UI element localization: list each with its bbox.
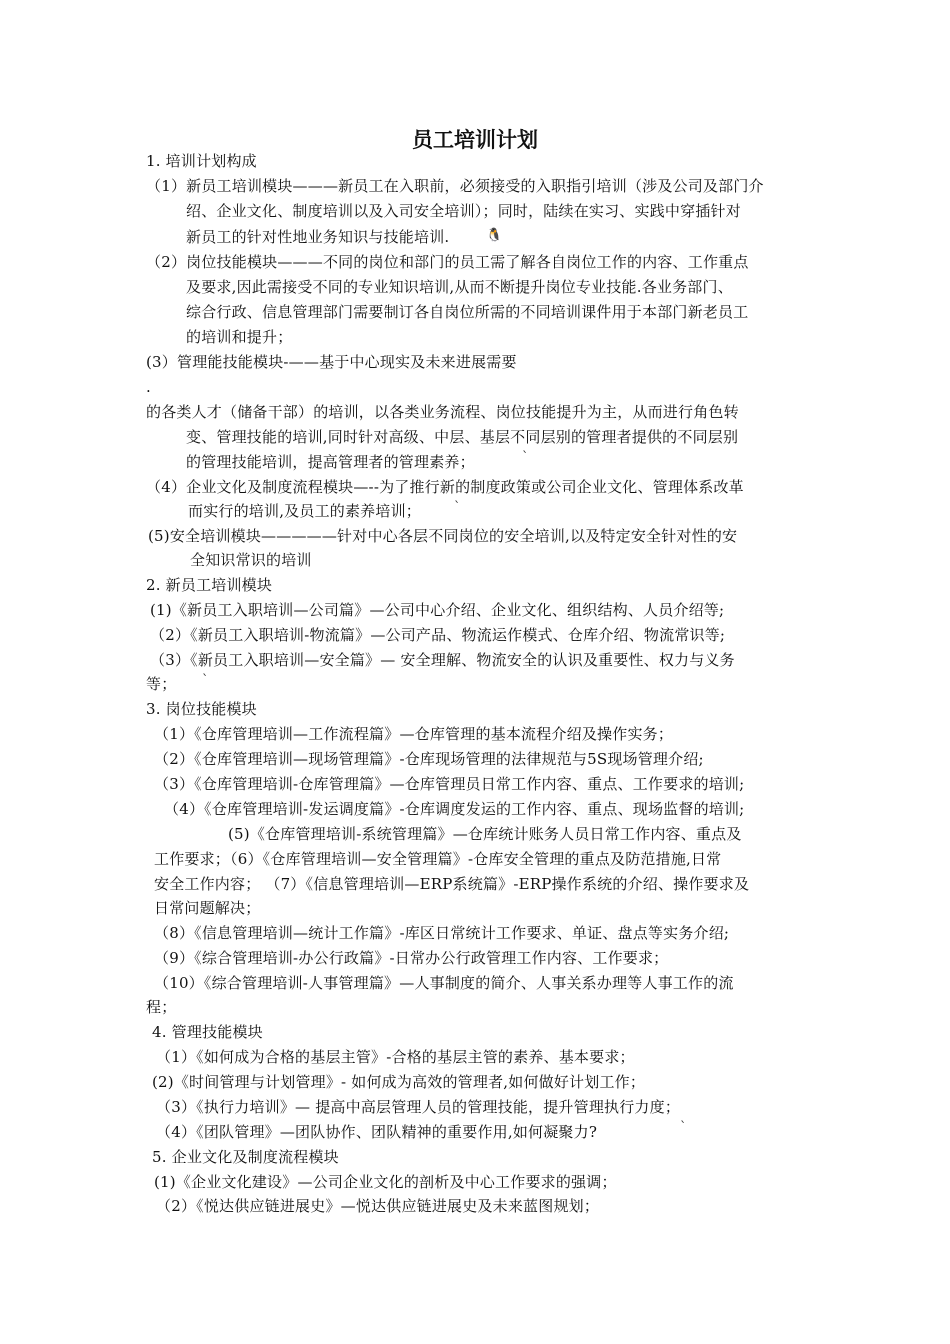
- s3-line10: （9）《综合管理培训-办公行政篇》-日常办公行政管理工作内容、工作要求；: [154, 949, 669, 967]
- s4-line4: （4）《团队管理》—团队协作、团队精神的重要作用,如何凝聚力?: [156, 1123, 598, 1141]
- s5-line2: （2）《悦达供应链进展史》—悦达供应链进展史及未来蓝图规划；: [156, 1197, 600, 1215]
- s2-line1: (1)《新员工入职培训—公司篇》—公司中心介绍、企业文化、组织结构、人员介绍等;: [150, 601, 725, 619]
- s1-p3-line4: 的管理技能培训，提高管理者的管理素养；: [186, 453, 475, 471]
- s1-p1-line3: 新员工的针对性地业务知识与技能培训.: [186, 228, 450, 246]
- s3-line12: 程；: [146, 998, 177, 1016]
- s3-line5: (5)《仓库管理培训-系统管理篇》—仓库统计账务人员日常工作内容、重点及: [228, 825, 742, 843]
- s3-line6: 工作要求；（6）《仓库管理培训—安全管理篇》-仓库安全管理的重点及防范措施,日常: [154, 850, 722, 868]
- s3-line9: （8）《信息管理培训—统计工作篇》-库区日常统计工作要求、单证、盘点等实务介绍;: [154, 924, 730, 942]
- s1-p3-dot: .: [146, 378, 151, 396]
- s1-p2-line1: （2）岗位技能模块———不同的岗位和部门的员工需了解各自岗位工作的内容、工作重点: [146, 253, 749, 271]
- s1-p1-line1: （1）新员工培训模块———新员工在入职前，必须接受的入职指引培训（涉及公司及部门介: [146, 177, 764, 195]
- s3-line3: （3）《仓库管理培训-仓库管理篇》—仓库管理员日常工作内容、重点、工作要求的培训;: [154, 775, 745, 793]
- s1-p4-line2: 而实行的培训,及员工的素养培训；: [188, 502, 421, 520]
- s3-line8: 日常问题解决；: [154, 899, 261, 917]
- section-2-heading: 2. 新员工培训模块: [146, 576, 273, 594]
- s3-line2: （2）《仓库管理培训—现场管理篇》-仓库现场管理的法律规范与5S现场管理介绍;: [154, 750, 704, 768]
- section-4-heading: 4. 管理技能模块: [152, 1023, 263, 1041]
- s4-line2: (2)《时间管理与计划管理》- 如何成为高效的管理者,如何做好计划工作；: [152, 1073, 646, 1091]
- s1-p3-line1: (3）管理能技能模块-——基于中心现实及未来进展需要: [146, 353, 517, 371]
- s1-p3-line2: 的各类人才（储备干部）的培训，以各类业务流程、岗位技能提升为主，从而进行角色转: [146, 403, 739, 421]
- stray-mark: ˋ: [454, 500, 461, 515]
- s3-line1: （1）《仓库管理培训—工作流程篇》—仓库管理的基本流程介绍及操作实务；: [154, 725, 674, 743]
- section-1-heading: 1. 培训计划构成: [146, 152, 257, 170]
- s1-p5-line1: (5)安全培训模块—————针对中心各层不同岗位的安全培训,以及特定安全针对性的安: [148, 527, 738, 545]
- stray-mark: ˋ: [522, 450, 529, 465]
- s1-p2-line3: 综合行政、信息管理部门需要制订各自岗位所需的不同培训课件用于本部门新老员工: [186, 303, 749, 321]
- s1-p2-line4: 的培训和提升；: [186, 328, 293, 346]
- stray-mark: ˋ: [680, 1120, 687, 1135]
- s2-line2: （2）《新员工入职培训-物流篇》—公司产品、物流运作模式、仓库介绍、物流常识等;: [150, 626, 726, 644]
- stray-mark: ˋ: [202, 673, 209, 688]
- s3-line4: （4）《仓库管理培训-发运调度篇》-仓库调度发运的工作内容、重点、现场监督的培训;: [164, 800, 745, 818]
- s1-p5-line2: 全知识常识的培训: [190, 551, 312, 569]
- s2-line3: （3）《新员工入职培训—安全篇》— 安全理解、物流安全的认识及重要性、权力与义务: [150, 651, 735, 669]
- s1-p4-line1: （4）企业文化及制度流程模块—--为了推行新的制度政策或公司企业文化、管理体系改革: [146, 478, 744, 496]
- section-5-heading: 5. 企业文化及制度流程模块: [152, 1148, 339, 1166]
- s2-line4: 等；: [146, 675, 177, 693]
- s1-p3-line3: 变、管理技能的培训,同时针对高级、中层、基层不同层别的管理者提供的不同层别: [186, 428, 739, 446]
- penguin-icon: 🐧: [486, 228, 503, 243]
- s3-line11: （10）《综合管理培训-人事管理篇》—人事制度的简介、人事关系办理等人事工作的流: [154, 974, 734, 992]
- s3-line7: 安全工作内容； （7）《信息管理培训—ERP系统篇》-ERP操作系统的介绍、操作要求及: [154, 875, 750, 893]
- document-title: 员工培训计划: [412, 128, 538, 152]
- s1-p2-line2: 及要求,因此需接受不同的专业知识培训,从而不断提升岗位专业技能.各业务部门、: [186, 278, 733, 296]
- section-3-heading: 3. 岗位技能模块: [146, 700, 257, 718]
- s4-line3: （3）《执行力培训》— 提高中高层管理人员的管理技能，提升管理执行力度；: [156, 1098, 681, 1116]
- s4-line1: （1）《如何成为合格的基层主管》-合格的基层主管的素养、基本要求；: [156, 1048, 635, 1066]
- s1-p1-line2: 绍、企业文化、制度培训以及入司安全培训）；同时，陆续在实习、实践中穿插针对: [186, 202, 741, 220]
- s5-line1: (1)《企业文化建设》—公司企业文化的剖析及中心工作要求的强调；: [154, 1173, 617, 1191]
